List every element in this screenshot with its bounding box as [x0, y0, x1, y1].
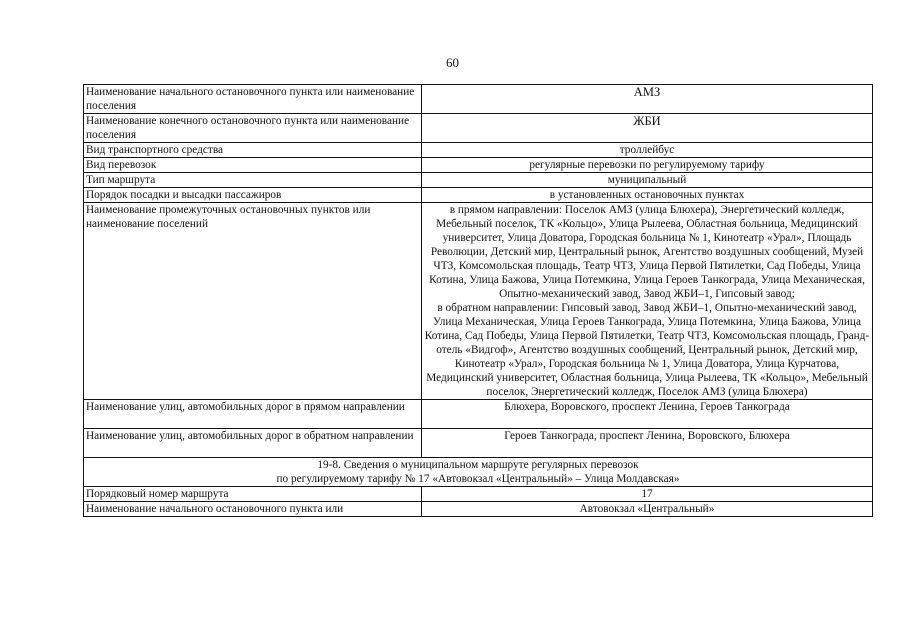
table-row [84, 173, 873, 188]
row-value: ЖБИ [422, 114, 873, 143]
row-value: Блюхера, Воровского, проспект Ленина, Героев Танкограда [422, 400, 873, 429]
row-label: Порядковый номер маршрута [84, 487, 422, 502]
section-heading-row [84, 458, 873, 487]
table-row [84, 188, 873, 203]
row-value: АМЗ [422, 85, 873, 114]
table-row [84, 143, 873, 158]
intermediate-stops-label: Наименование промежуточных остановочных пунктов или наименование поселений [84, 203, 422, 400]
table-row [84, 158, 873, 173]
intermediate-stops-value [422, 203, 873, 400]
table-row [84, 114, 873, 143]
row-value: Автовокзал «Центральный» [422, 502, 873, 517]
row-label: Наименование начального остановочного пункта или наименование поселения [84, 85, 422, 114]
table-row [84, 487, 873, 502]
table-row [84, 429, 873, 458]
stops-reverse: в обратном направлении: Гипсовый завод, Завод ЖБИ–1, Опытно-механический завод, Улица Механическая, Улица Героев Танкограда, Улица Потемкина, Улица Бажова, Улица Котина, Сад Победы, Улица Первой Пятилетки, Театр ЧТЗ, Комсомольская площадь, Гранд-отель «Видгоф», Агентство воздушных сообщений, Центральный рынок, Детский мир, Кинотеатр «Урал», Городская больница № 1, Улица Доватора, Улица Курчатова, Медицинский университет, Областная больница, Улица Рылеева, ТК «Кольцо», Мебельный поселок, Энергетический колледж, Поселок АМЗ (улица Блюхера) [424, 302, 870, 398]
row-value: 17 [422, 487, 873, 502]
row-value: регулярные перевозки по регулируемому тарифу [422, 158, 873, 173]
row-label: Порядок посадки и высадки пассажиров [84, 188, 422, 203]
row-label: Наименование конечного остановочного пункта или наименование поселения [84, 114, 422, 143]
row-label: Наименование улиц, автомобильных дорог в прямом направлении [84, 400, 422, 429]
table-row [84, 203, 873, 400]
row-value: в установленных остановочных пунктах [422, 188, 873, 203]
row-label: Тип маршрута [84, 173, 422, 188]
table-row [84, 502, 873, 517]
page-number: 60 [446, 55, 459, 70]
section-heading [84, 458, 873, 487]
row-label: Наименование улиц, автомобильных дорог в обратном направлении [84, 429, 422, 458]
table-row [84, 400, 873, 429]
section-heading-line2: по регулируемому тарифу № 17 «Автовокзал «Центральный» – Улица Молдавская» [276, 473, 680, 485]
row-value: Героев Танкограда, проспект Ленина, Воровского, Блюхера [422, 429, 873, 458]
row-label: Вид перевозок [84, 158, 422, 173]
row-value: троллейбус [422, 143, 873, 158]
row-value: муниципальный [422, 173, 873, 188]
row-label: Вид транспортного средства [84, 143, 422, 158]
table-row [84, 85, 873, 114]
section-heading-line1: 19-8. Сведения о муниципальном маршруте регулярных перевозок [317, 459, 639, 471]
row-label: Наименование начального остановочного пункта или [84, 502, 422, 517]
stops-forward: в прямом направлении: Поселок АМЗ (улица Блюхера), Энергетический колледж, Мебельный поселок, ТК «Кольцо», Улица Рылеева, Областная больница, Медицинский университет, Улица Доватора, Городская больница № 1, Кинотеатр «Урал», Площадь Революции, Детский мир, Центральный рынок, Агентство воздушных сообщений, Музей ЧТЗ, Комсомольская площадь, Театр ЧТЗ, Улица Первой Пятилетки, Сад Победы, Улица Котина, Улица Бажова, Улица Потемкина, Улица Героев Танкограда, Улица Механическая, Опытно-механический завод, Завод ЖБИ–1, Гипсовый завод; [429, 204, 865, 300]
route-table [83, 84, 873, 517]
